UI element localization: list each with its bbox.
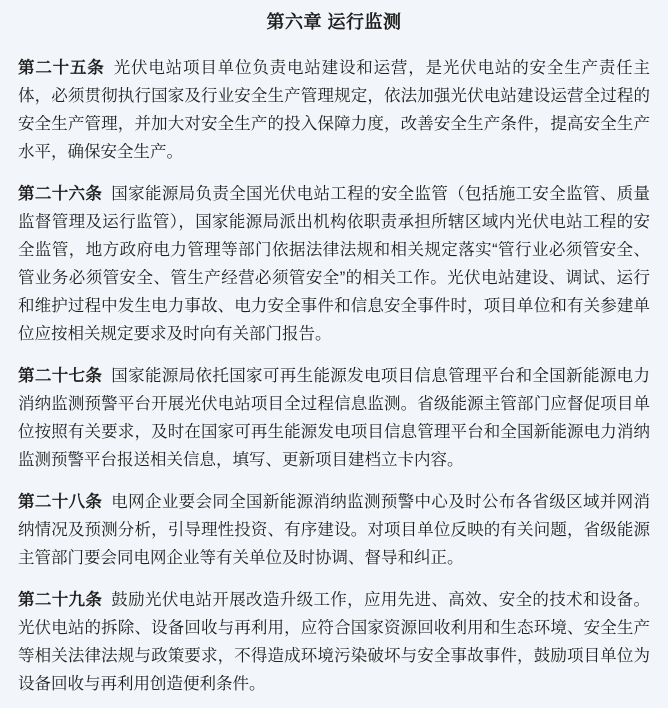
article-paragraph-26: [18, 180, 650, 348]
article-paragraph-25: [18, 54, 650, 166]
article-number: 第二十六条: [18, 185, 103, 203]
article-text: 鼓励光伏电站开展改造升级工作，应用先进、高效、安全的技术和设备。光伏电站的拆除、设备回收与再利用，应符合国家资源回收利用和生态环境、安全生产等相关法律法规与政策要求，不得造成环境污染破坏与安全事故事件，鼓励项目单位为设备回收与再利用创造便利条件。: [18, 591, 651, 693]
chapter-title: 第六章 运行监测: [266, 12, 402, 32]
article-paragraph-28: [18, 488, 650, 572]
article-text: 电网企业要会同全国新能源消纳监测预警中心及时公布各省级区域并网消纳情况及预测分析，引导理性投资、有序建设。对项目单位反映的有关问题，省级能源主管部门要会同电网企业等有关单位及时协调、督导和纠正。: [18, 493, 651, 567]
article-text: 国家能源局负责全国光伏电站工程的安全监管（包括施工安全监管、质量监督管理及运行监管），国家能源局派出机构依职责承担所辖区域内光伏电站工程的安全监管，地方政府电力管理等部门依据法律法规和相关规定落实“管行业必须管安全、管业务必须管安全、管生产经营必须管安全”的相关工作。光伏电站建设、调试、运行和维护过程中发生电力事故、电力安全事件和信息安全事件时，项目单位和有关参建单位应按相关规定要求及时向有关部门报告。: [18, 185, 651, 343]
article-number: 第二十五条: [18, 59, 105, 77]
article-text: 国家能源局依托国家可再生能源发电项目信息管理平台和全国新能源电力消纳监测预警平台开展光伏电站项目全过程信息监测。省级能源主管部门应督促项目单位按照有关要求，及时在国家可再生能源发电项目信息管理平台和全国新能源电力消纳监测预警平台报送相关信息，填写、更新项目建档立卡内容。: [18, 367, 651, 469]
article-number: 第二十八条: [18, 493, 103, 511]
article-number: 第二十九条: [18, 591, 103, 609]
article-paragraph-27: [18, 362, 650, 474]
article-number: 第二十七条: [18, 367, 103, 385]
article-paragraph-29: [18, 586, 650, 698]
article-text: 光伏电站项目单位负责电站建设和运营，是光伏电站的安全生产责任主体，必须贯彻执行国家及行业安全生产管理规定，依法加强光伏电站建设运营全过程的安全生产管理，并加大对安全生产的投入保障力度，改善安全生产条件，提高安全生产水平，确保安全生产。: [18, 59, 651, 161]
